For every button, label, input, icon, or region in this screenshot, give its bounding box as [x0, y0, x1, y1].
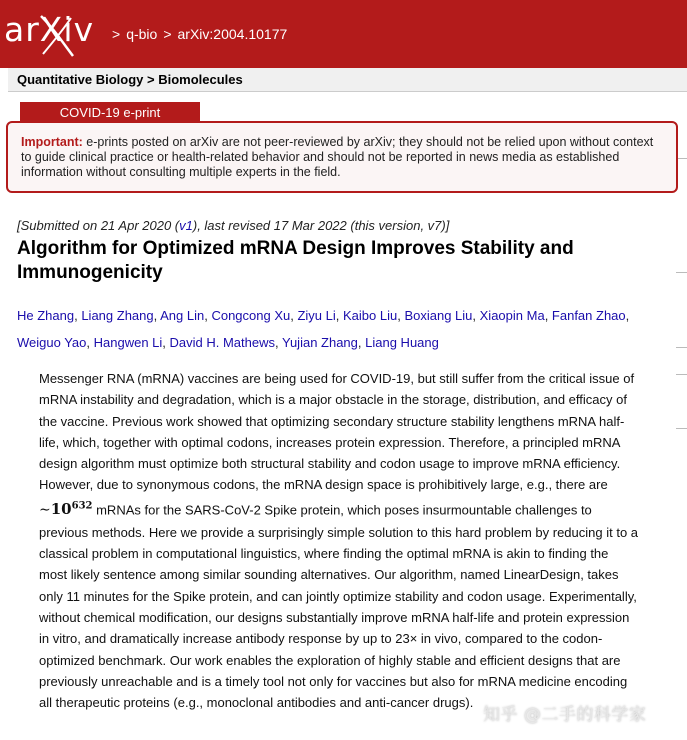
abstract — [39, 368, 639, 713]
submitted-prefix: [Submitted on 21 Apr 2020 ( — [17, 218, 180, 233]
covid-eprint-tab: COVID-19 e-print — [20, 102, 200, 123]
author-link[interactable]: Ang Lin — [160, 308, 205, 323]
version-v1-link[interactable]: v1 — [179, 218, 193, 233]
important-label: Important: — [21, 135, 83, 149]
author-separator: , — [86, 335, 94, 350]
author-separator: , — [472, 308, 480, 323]
author-separator: , — [153, 308, 161, 323]
author-list — [17, 302, 667, 356]
logo-x-mark — [35, 10, 79, 60]
breadcrumb-separator: > — [112, 26, 121, 42]
author-separator: , — [357, 335, 366, 350]
author-link[interactable]: David H. Mathews — [169, 335, 275, 350]
breadcrumb — [112, 26, 287, 42]
arxiv-logo[interactable] — [0, 0, 112, 68]
submission-dateline — [17, 218, 449, 233]
site-header — [0, 0, 687, 68]
right-sidebar-edge — [676, 92, 687, 740]
author-link[interactable]: He Zhang — [17, 308, 75, 323]
author-separator: , — [290, 308, 298, 323]
category-title: Quantitative Biology > Biomolecules — [17, 72, 243, 87]
breadcrumb-separator: > — [163, 26, 172, 42]
author-separator: , — [74, 308, 82, 323]
math-base: 10 — [50, 500, 72, 519]
author-link[interactable]: Xiaopin Ma — [479, 308, 545, 323]
breadcrumb-paper-id[interactable]: arXiv:2004.10177 — [177, 26, 288, 42]
author-link[interactable]: Liang Huang — [365, 335, 439, 350]
watermark: 知乎 @二手的科学家 — [483, 705, 647, 725]
author-link[interactable]: Yujian Zhang — [282, 335, 358, 350]
math-exponent: 632 — [71, 500, 93, 512]
math-tilde: ∼ — [39, 502, 51, 519]
author-separator: , — [625, 308, 630, 323]
rail-divider — [676, 347, 687, 348]
author-link[interactable]: Kaibo Liu — [343, 308, 398, 323]
author-link[interactable]: Liang Zhang — [81, 308, 154, 323]
author-separator: , — [204, 308, 212, 323]
covid-notice — [6, 121, 678, 193]
author-link[interactable]: Weiguo Yao — [17, 335, 87, 350]
rail-divider — [676, 428, 687, 429]
author-separator: , — [335, 308, 343, 323]
author-separator: , — [397, 308, 405, 323]
author-link[interactable]: Ziyu Li — [297, 308, 336, 323]
rail-divider — [676, 374, 687, 375]
rail-divider — [676, 272, 687, 273]
author-link[interactable]: Congcong Xu — [211, 308, 291, 323]
author-link[interactable]: Boxiang Liu — [404, 308, 473, 323]
notice-text: e-prints posted on arXiv are not peer-reviewed by arXiv; they should not be relied upon without context to guide clinical practice or health-related behavior and should not be reported in news media as established information without consulting multiple experts in the field. — [21, 135, 654, 179]
author-link[interactable]: Fanfan Zhao — [551, 308, 626, 323]
author-link[interactable]: Hangwen Li — [93, 335, 163, 350]
abstract-text-continued: mRNAs for the SARS-CoV-2 Spike protein, which poses insurmountable challenges to previous methods. Here we provide a surprisingly simple solution to this hard problem by reducing it to a classical problem in computational linguistics, where finding the optimal mRNA is akin to finding the most likely sentence among similar sounding alternatives. Our algorithm, named LinearDesign, takes only 11 minutes for the Spike protein, and can jointly optimize stability and codon usage. Experimentally, without chemical modification, our designs substantially improve mRNA half-life and protein expression in vitro, and dramatically increase antibody response by up to 23× in vivo, compared to the codon-optimized benchmark. Our work enables the exploration of highly stable and efficient designs that are previously unreachable and is a timely tool not only for vaccines but also for mRNA medicine encoding all therapeutic proteins (e.g., monoclonal antibodies and anti-cancer drugs). — [39, 502, 639, 711]
paper-title: Algorithm for Optimized mRNA Design Improves Stability and Immunogenicity — [17, 238, 574, 283]
abstract-text: Messenger RNA (mRNA) vaccines are being used for COVID-19, but still suffer from the critical issue of mRNA instability and degradation, which is a major obstacle in the storage, distribution, and efficacy of the vaccine. Previous work showed that optimizing secondary structure stability lengthens mRNA half-life, which, together with optimal codons, increases protein expression. Therefore, a principled mRNA design algorithm must optimize both structural stability and codon usage to improve mRNA efficiency. However, due to synonymous codons, the mRNA design space is prohibitively large, e.g., there are — [39, 371, 635, 493]
breadcrumb-q-bio[interactable]: q-bio — [126, 26, 158, 42]
author-separator: , — [544, 308, 552, 323]
revision-text: ), last revised 17 Mar 2022 (this version, v7)] — [192, 218, 450, 233]
author-separator: , — [162, 335, 170, 350]
logo-text: arXiv — [4, 10, 95, 49]
author-separator: , — [275, 335, 282, 350]
math-expression — [39, 502, 92, 518]
category-bar — [8, 68, 687, 92]
